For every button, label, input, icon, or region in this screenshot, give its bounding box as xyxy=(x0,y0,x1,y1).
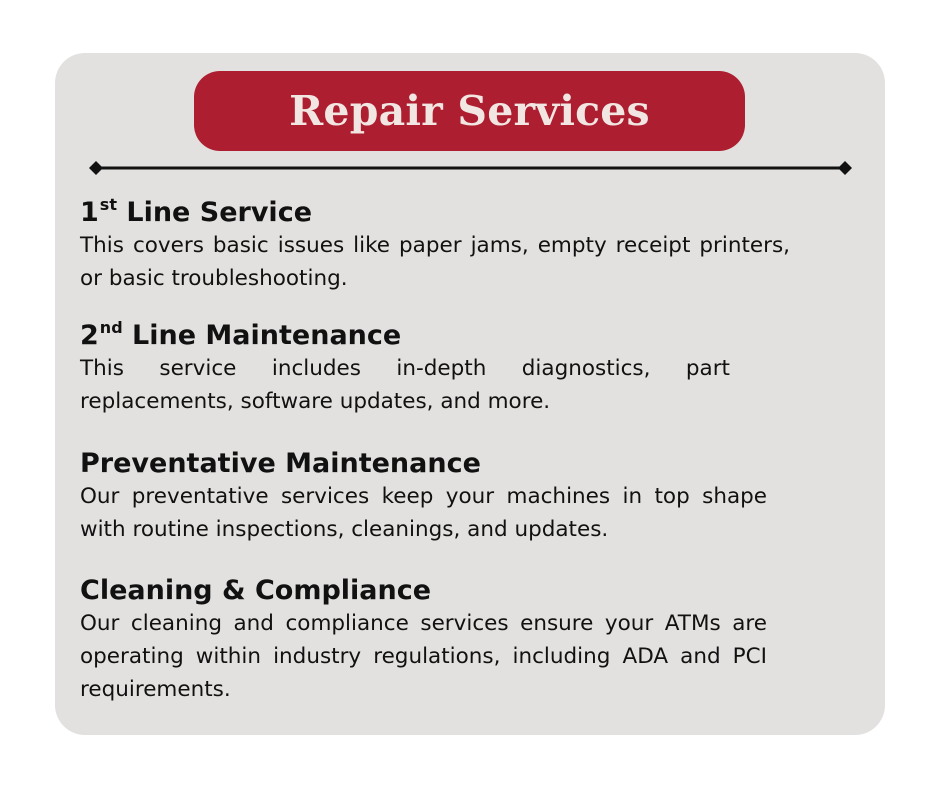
section-first-line-service xyxy=(80,197,790,295)
section-preventative-maintenance xyxy=(80,448,767,546)
section-heading xyxy=(80,320,730,352)
section-heading: Cleaning & Compliance xyxy=(80,575,432,606)
divider-diamond-left-icon xyxy=(89,161,103,175)
heading-ordinal: st xyxy=(99,195,117,214)
section-heading xyxy=(80,197,790,229)
title-banner xyxy=(194,71,745,151)
section-description: This service includes in-depth diagnostics, part replacements, software updates, and more. xyxy=(80,356,730,414)
divider-diamond-right-icon xyxy=(838,161,852,175)
section-cleaning-compliance xyxy=(80,575,767,706)
heading-number: 2 xyxy=(80,320,99,351)
section-description: This covers basic issues like paper jams, empty receipt printers, or basic troubleshooting. xyxy=(80,233,790,291)
section-description: Our cleaning and compliance services ensure your ATMs are operating within industry regulations, including ADA and PCI requirements. xyxy=(80,611,767,702)
heading-ordinal: nd xyxy=(99,318,123,337)
page-title: Repair Services xyxy=(289,87,650,135)
heading-number: 1 xyxy=(80,197,99,228)
heading-text: Line Maintenance xyxy=(122,320,402,351)
section-description: Our preventative services keep your machines in top shape with routine inspections, cleanings, and updates. xyxy=(80,484,767,542)
divider-line xyxy=(88,158,853,178)
section-second-line-maintenance xyxy=(80,320,730,418)
section-heading: Preventative Maintenance xyxy=(80,448,481,479)
heading-text: Line Service xyxy=(116,197,313,228)
